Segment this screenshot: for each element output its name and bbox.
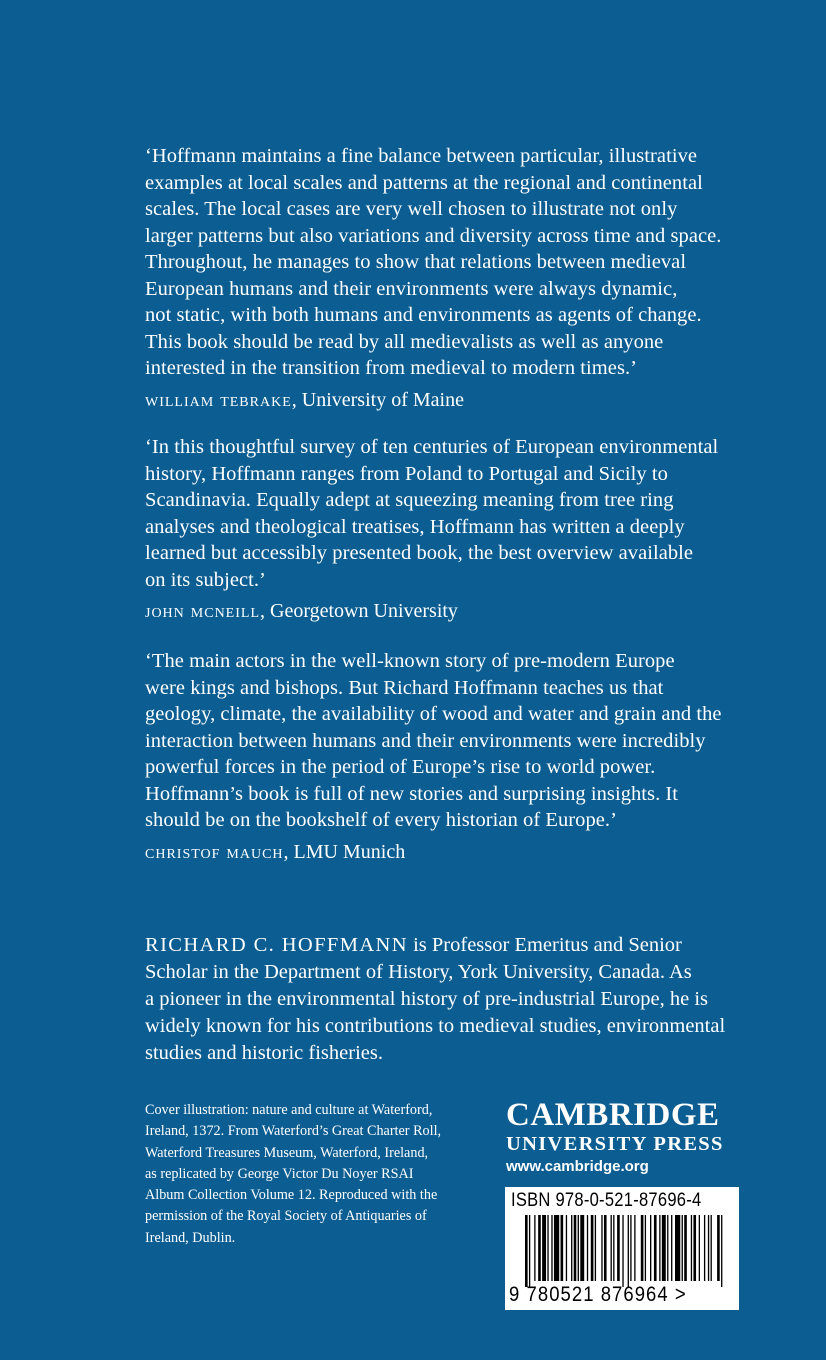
barcode-bar: [534, 1215, 535, 1281]
review-quote-3: [145, 648, 765, 865]
barcode-bar: [604, 1215, 607, 1281]
barcode-bars: [525, 1215, 725, 1287]
cover-credit: Cover illustration: nature and culture at Waterford, Ireland, 1372. From Waterford’s Great Charter Roll, Waterford Treasures Museum, Waterford, Ireland, as replicated by George Victor Du Noyer RSAI Album Collection Volume 12. Reproduced with the permission of the Royal Society of Antiquaries of Ireland, Dublin.: [145, 1102, 442, 1246]
barcode-bar: [711, 1215, 712, 1281]
barcode-bar: [650, 1215, 651, 1281]
publisher-press: UNIVERSITY PRESS: [506, 1133, 724, 1155]
barcode-bar: [601, 1215, 602, 1281]
barcode-bar: [645, 1215, 646, 1281]
barcode-bar: [613, 1215, 614, 1281]
barcode-bar: [580, 1215, 584, 1281]
barcode-bar: [611, 1215, 612, 1281]
reviewer-affiliation: , LMU Munich: [283, 840, 406, 863]
review-quote-1: [145, 143, 765, 413]
quote-text: ‘Hoffmann maintains a fine balance between particular, illustrative examples at local scales and patterns at the regional and continental scales. The local cases are very well chosen to illustrate not only larger patterns but also variations and diversity across time and space. Throughout, he manages to show that relations between medieval European humans and their environments were always dynamic, not static, with both humans and environments as agents of change. This book should be read by all medievalists as well as anyone interested in the transition from medieval to modern times.’: [145, 145, 722, 379]
barcode-bar: [662, 1215, 666, 1281]
quote-text: ‘In this thoughtful survey of ten centuries of European environmental history, Hoffmann ranges from Poland to Portugal and Sicily to Scandinavia. Equally adept at squeezing meaning from tree ring analyses and theological treatises, Hoffmann has written a deeply learned but accessibly presented book, the best overview available on its subject.’: [145, 436, 719, 591]
reviewer-affiliation: , University of Maine: [291, 388, 464, 411]
publisher-url: www.cambridge.org: [506, 1158, 649, 1175]
review-quote-2: [145, 434, 765, 624]
barcode-bar: [654, 1215, 657, 1281]
barcode-bar: [571, 1215, 572, 1281]
barcode-bar: [551, 1215, 552, 1281]
barcode-bar: [671, 1215, 672, 1281]
reviewer-name: john mcneill: [145, 600, 260, 622]
barcode-bar: [693, 1215, 696, 1281]
author-bio-text: is Professor Emeritus and Senior Scholar in the Department of History, York University, Canada. As a pioneer in the environmental history of pre-industrial Europe, he is widely known for his contributions to medieval studies, environmental studies and historic fisheries.: [145, 934, 726, 1064]
barcode-bar: [704, 1215, 705, 1281]
barcode-bar: [717, 1215, 720, 1281]
isbn-barcode: [505, 1187, 739, 1310]
barcode-bar: [622, 1215, 623, 1287]
quote-text: ‘The main actors in the well-known story of pre-modern Europe were kings and bishops. But Richard Hoffmann teaches us that geology, climate, the availability of wood and water and grain and the interaction between humans and their environments were incredibly powerful forces in the period of Europe’s rise to world power. Hoffmann’s book is full of new stories and surprising insights. It should be on the bookshelf of every historian of Europe.’: [145, 650, 722, 831]
barcode-bar: [691, 1215, 692, 1281]
barcode-bar: [538, 1215, 541, 1281]
barcode-bar: [566, 1215, 567, 1281]
barcode-bar: [659, 1215, 660, 1281]
quote-attribution: [145, 598, 765, 624]
quote-attribution: [145, 839, 765, 865]
barcode-bar: [617, 1215, 620, 1281]
barcode-bar: [529, 1215, 530, 1287]
barcode-bar: [587, 1215, 588, 1281]
barcode-bar: [542, 1215, 546, 1281]
barcode-bar: [684, 1215, 687, 1281]
isbn-label: ISBN 978-0-521-87696-4: [511, 1190, 702, 1211]
barcode-bar: [554, 1215, 559, 1281]
barcode-bar: [699, 1215, 700, 1281]
barcode-bar: [578, 1215, 579, 1281]
barcode-bar: [547, 1215, 548, 1281]
reviewer-affiliation: , Georgetown University: [260, 600, 458, 622]
barcode-bar: [682, 1215, 683, 1281]
barcode-bar: [708, 1215, 709, 1281]
barcode-digits: 9 780521 876964 >: [509, 1283, 687, 1306]
publisher-name: CAMBRIDGE: [506, 1097, 720, 1133]
barcode-bar: [675, 1215, 680, 1281]
barcode-bar: [634, 1215, 635, 1281]
barcode-bar: [641, 1215, 644, 1281]
barcode-bar: [721, 1215, 722, 1287]
barcode-bar: [525, 1215, 528, 1287]
reviewer-name: christof mauch: [145, 840, 284, 863]
author-bio: [145, 932, 770, 1067]
quote-attribution: [145, 387, 765, 413]
barcode-bar: [667, 1215, 668, 1281]
barcode-bar: [595, 1215, 596, 1281]
author-name: RICHARD C. HOFFMANN: [145, 934, 408, 956]
barcode-bar: [591, 1215, 594, 1281]
publisher-logo: [506, 1098, 741, 1178]
barcode-bar: [561, 1215, 564, 1281]
barcode-bar: [630, 1215, 631, 1281]
barcode-bar: [628, 1215, 629, 1287]
barcode-bar: [574, 1215, 577, 1281]
reviewer-name: william tebrake: [145, 388, 292, 411]
